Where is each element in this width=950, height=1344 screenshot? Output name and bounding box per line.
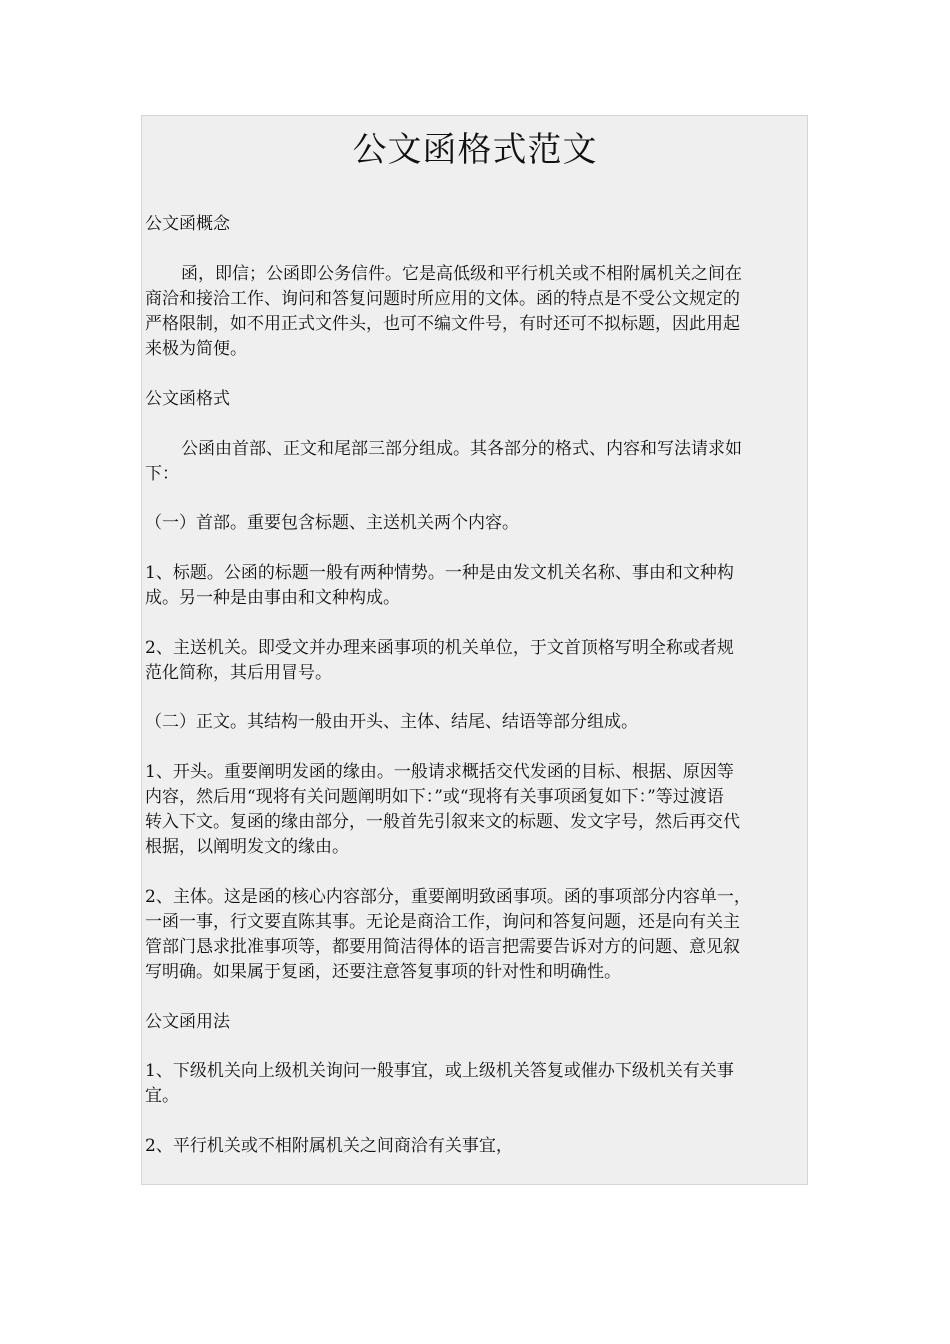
paragraph-part-two-body: 2、主体。这是函的核心内容部分，重要阐明致函事项。函的事项部分内容单一， 一函一事，行文要直陈其事。无论是商洽工作，询问和答复问题，还是向有关主 管部门恳求批准事项等，都要用简洁得体的语言把需要告诉对方的问题、意见叙 写明确。如果属于复函，还要注意答复事项的针对性和明确性。 (145, 887, 751, 982)
paragraph-part-one-recipient: 2、主送机关。即受文并办理来函事项的机关单位，于文首顶格写明全称或者规 范化简称，其后用冒号。 (145, 638, 734, 683)
paragraph-part-two: （二）正文。其结构一般由开头、主体、结尾、结语等部分组成。 (145, 712, 638, 732)
paragraph-concept-body: 函，即信；公函即公务信件。它是高低级和平行机关或不相附属机关之间在 商洽和接洽工作、询问和答复问题时所应用的文体。函的特点是不受公文规定的 严格限制，如不用正式文件头，也可不编文件号，有时还可不拟标题，因此用起 来极为简便。 (145, 264, 742, 359)
section-heading-concept: 公文函概念 (145, 214, 230, 234)
section-heading-format: 公文函格式 (145, 389, 230, 409)
document-title: 公文函格式范文 (352, 130, 598, 170)
paragraph-usage-1: 1、下级机关向上级机关询问一般事宜，或上级机关答复或催办下级机关有关事 宜。 (145, 1061, 734, 1106)
paragraph-format-body: 公函由首部、正文和尾部三部分组成。其各部分的格式、内容和写法请求如 下： (145, 439, 742, 484)
paragraph-part-one: （一）首部。重要包含标题、主送机关两个内容。 (145, 513, 519, 533)
paragraph-usage-2: 2、平行机关或不相附属机关之间商洽有关事宜， (145, 1136, 513, 1156)
section-heading-usage: 公文函用法 (145, 1012, 230, 1032)
paragraph-part-two-opening: 1、开头。重要阐明发函的缘由。一般请求概括交代发函的目标、根据、原因等 内容，然后用“现将有关问题阐明如下：”或“现将有关事项函复如下：”等过渡语 转入下文。复函的缘由部分，一般首先引叙来文的标题、发文字号，然后再交代 根据，以阐明发文的缘由。 (145, 762, 740, 857)
paragraph-part-one-title: 1、标题。公函的标题一般有两种情势。一种是由发文机关名称、事由和文种构 成。另一种是由事由和文种构成。 (145, 563, 734, 608)
